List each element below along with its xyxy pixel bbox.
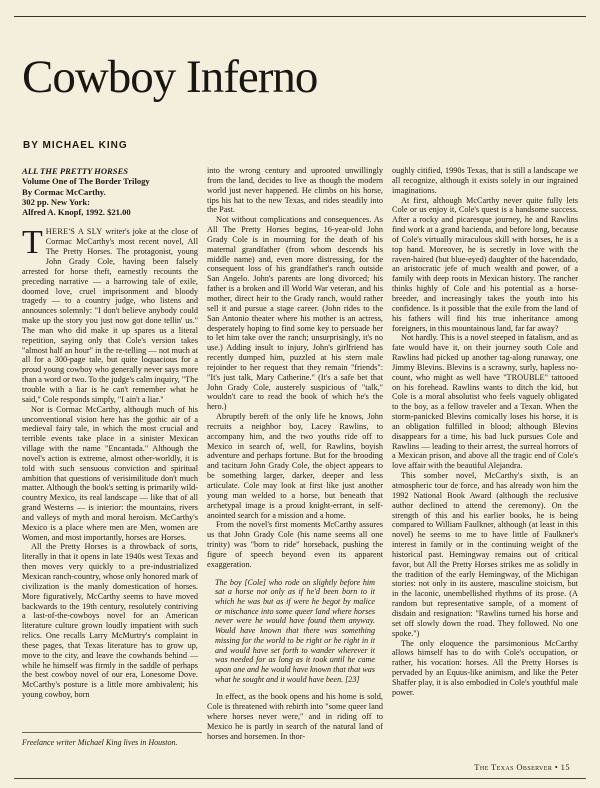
column-2 bbox=[207, 166, 383, 742]
paragraph: This somber novel, McCarthy's sixth, is an atmospheric tour de force, and has already won him the 1992 National Book Award (although the reclusive author declined to attend the ceremony). On the strength of this and his earlier books, he is being compared to William Faulkner, although (at least in this novel) he seems to me to have little of Faulkner's interest in family or in the continuing weight of the historical past. Hemingway remains out of critical favor, but All the Pretty Horses strikes me as solidly in the tradition of the early Hemingway, of the Michigan stories: not only in its austere, masculine stoicism, but in the laconic, unembellished rhythms of its prose. (A random but representative sample, of a moment of disdain and resignation: "Rawlins turned his horse and set off slowly down the road. They followed. No one spoke.") bbox=[392, 471, 578, 638]
column-3 bbox=[392, 166, 578, 698]
article-title: Cowboy Inferno bbox=[22, 51, 318, 103]
book-publisher: Alfred A. Knopf, 1992. $21.00 bbox=[22, 207, 131, 218]
byline: BY MICHAEL KING bbox=[23, 140, 128, 151]
lead-caps: HERE'S A SLY bbox=[45, 227, 103, 237]
paragraph: In effect, as the book opens and his home is sold, Cole is threatened with rebirth into "some queer land where horses never were," and in riding off to Mexico he is partly in search of the natural land of horses and horsemen. In thor- bbox=[207, 692, 383, 741]
paragraph bbox=[22, 224, 198, 404]
drop-cap: T bbox=[22, 224, 43, 262]
book-pages: 302 pp. New York: bbox=[22, 196, 90, 207]
bottom-rule bbox=[14, 778, 586, 779]
paragraph: Nor is Cormac McCarthy, although much of his unconventional vision here has the gothic air of a medieval fairy tale, in which the most crucial and terrible events take place in a sinister Mexican village with the name "Encantada." Although the novel's action is extreme, almost other-worldly, it is told with such sensuous conviction and spiritual ambition that questions of verisimilitude don't much matter. Although the book's setting is primarily wild-country Mexico, its real landscape — like that of all grand Westerns — is interior: the mountains, rivers and valleys of myth and moral heroism. McCarthy's Mexico is a place where men are Men, women are Women, and most importantly, horses are Horses. bbox=[22, 404, 198, 542]
book-info bbox=[22, 166, 198, 217]
paragraph: At first, although McCarthy never quite fully lets Cole or us enjoy it, Cole's quest is a handsome success. After a rocky and picaresque journey, he and Rawlins find work at a grand hacienda, and before long, because of Cole's virtually miraculous skill with horses, he is a top hand. Moreover, he is secretly in love with the raven-haired (but blue-eyed) daughter of the hacendado, an aristocratic jefe of much wealth and power, of a family with deep roots in Mexican history. The rancher thinks highly of Cole and his potential as a horse-breeder, and increasingly takes the youth into his confidence. Is it possible that the exile from the land of his fathers will find his true inheritance among foreigners, in this mountainous land, far far away? bbox=[392, 195, 578, 333]
column-1 bbox=[22, 166, 198, 700]
author-credit: Freelance writer Michael King lives in Houston. bbox=[22, 732, 202, 747]
paragraph: into the wrong century and uprooted unwillingly from the land, decides to live as though the modern world just never happened. He climbs on his horse, tips his hat to the new Texas, and rides steadily into the Past. bbox=[207, 166, 383, 215]
book-author: By Cormac McCarthy. bbox=[22, 186, 106, 197]
paragraph: Not hardly. This is a novel steeped in fatalism, and as fate would have it, on their journey south Cole and Rawlins had picked up another tag-along runaway, one Jimmy Blevins. Blevins is a scrawny, surly, hapless no-count, who might as well have "TROUBLE" tattooed on his forehead. Rawlins wants to ditch the kid, but Cole is a moral absolutist who feels vaguely obligated to the boy, as a fellow traveler and a Texan. When the storm-panicked Blevins comically loses his horse, it is an obligation fulfilled in blood; although Blevins disappears for a time, his bad luck pursues Cole and Rawlins — leading to their arrest, the surreal horrors of a Mexican prison, and above all the tragic end of Cole's love affair with the beautiful Alejandra. bbox=[392, 333, 578, 471]
block-quote: The boy [Cole] who rode on slightly before him sat a horse not only as if he'd been born to it which he was but as if were he begot by malice or mischance into some queer land where horses never were he would have found them anyway. Would have known that there was something missing for the world to be right or he right in it and would have set forth to wander wherever it was needed for as long as it took until he came upon one and he would have known that that was what he sought and it would have been. [23] bbox=[215, 577, 375, 684]
paragraph: Not without complications and consequences. As All The Pretty Horses begins, 16-year-old John Grady Cole is in mourning for the death of his maternal grandfather (from whom descends his middle name) and, even more distressing, for the consequent loss of his grandfather's ranch outside San Angelo. John's parents are long divorced; his father is a broken and ill World War veteran, and his mother, direct heir to the Grady ranch, would rather sell it and pursue a stage career. (John rides to the San Antonio theater where his mother is an actress, desperately hoping to find some key to persuade her to let him take over the ranch; unsurprisingly, it's no use.) Adding insult to injury, John's girlfriend has recently dumped him, puzzled at his stern male rejoinder to her request that they remain "friends": "It's just talk, Mary Catherine." (It's a safe bet that John Grady Cole, austerely suspicious of "talk," wouldn't care to read the book of which he's the hero.) bbox=[207, 215, 383, 412]
book-title: ALL THE PRETTY HORSES bbox=[22, 166, 129, 176]
paragraph: The only eloquence the parsimonious McCarthy allows himself has to do with Cole's occupation, or rather, his vocation: horses. All the Pretty Horses is pervaded by an Equus-like animism, and like the Peter Shaffer play, it is also embodied in Cole's youthful male power. bbox=[392, 638, 578, 697]
paragraph: oughly citified, 1990s Texas, that is still a landscape we all recognize, although it exists solely in our ingrained imaginations. bbox=[392, 166, 578, 195]
top-rule bbox=[14, 16, 586, 17]
paragraph: From the novel's first moments McCarthy assures us that John Grady Cole (his name seems all one trinity) was "born to ride" horseback, pushing the figure of speech beyond even its apparent exaggeration. bbox=[207, 520, 383, 569]
paragraph: All the Pretty Horses is a throwback of sorts, literally in that it opens in late 1940s west Texas and then moves very quickly to a pre-industrialized Mexican ranch-country, whose only honored mark of civilization is the manly domestication of horses. More figuratively, McCarthy seems to have moved backwards to the 19th century, resolutely contriving a last-of-the-cowboys novel for an American literature culture grown loudly impatient with such relics. One recalls Larry McMurtry's complaint in these pages, that Texas literature has to grow up, move to the city, and leave the cowhands behind — while he himself was firmly in the saddle of perhaps the best cowboy novel of our era, Lonesome Dove. McCarthy's posture is a little more ambivalent; his young cowboy, born bbox=[22, 542, 198, 700]
book-series: Volume One of The Border Trilogy bbox=[22, 176, 150, 187]
paragraph-text: writer's joke at the close of Cormac McCarthy's most recent novel, All The Pretty Horses. The protagonist, young John Grady Cole, having been falsely arrested for horse theft, earnestly recounts the preceding narrative — a harrowing tale of exile, doomed love, cruel imprisonment and bloody tragedy — to a country judge, who listens and announces solemnly: "I don't believe anybody could make up the story you just now got done tellin' us." The man who did make it up spares us a literal repetition, saying only that Cole's version takes "almost half an hour" in the re-telling — not much at all for a 300-page tale, but quite loquacious for a proud young cowboy who generally never says more than a word or two. To the judge's calm inquiry, "The trouble with a liar is he can't remember what he said," Cole responds simply, "I ain't a liar." bbox=[22, 227, 198, 404]
paragraph: Abruptly bereft of the only life he knows, John recruits a neighbor boy, Lacey Rawlins, to accompany him, and the two youths ride off to Mexico in search of, well, for Rawlins, boyish adventure and perhaps fortune. But for the brooding and taciturn John Grady Cole, the object appears to be something larger, darker, deeper and less articulate. Cole may look at first like just another young man welded to a horse, but beneath that archetypal image is a proud knight-errant, in self-anointed search for a mission and a home. bbox=[207, 412, 383, 520]
page-footer: The Texas Observer • 15 bbox=[474, 762, 570, 772]
